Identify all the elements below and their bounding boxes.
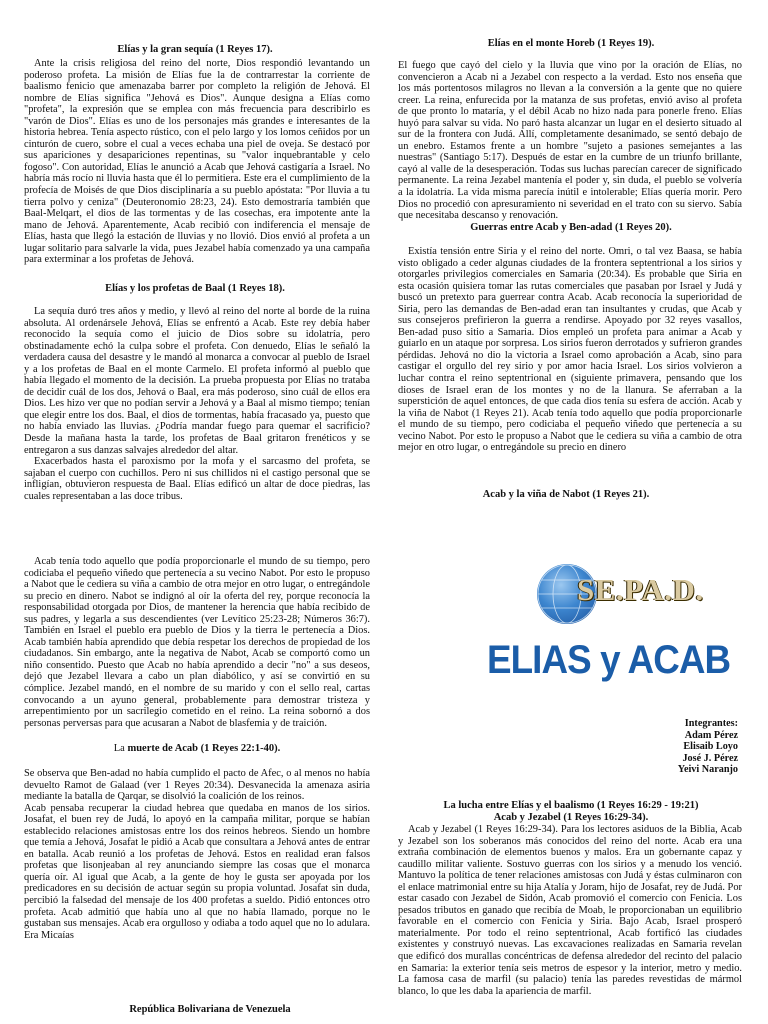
paragraph: Existía tensión entre Siria y el reino del norte. Omri, o tal vez Baasa, se había visto obligado a ceder algunas ciudades de la frontera septentrional a los sirios y otorgarles privilegios comerciales en Samaria (20:34). Es probable que Siria en esta ocasión quisiera tomar las rutas comerciales que pasaban por Israel y Judá y buscó un pretexto para guerrear contra Acab. Acab reconocía la superioridad de Siria, pero las demandas de Ben-adad eran tan insultantes y crudas, que Acab y sus consejeros prefirieron la guerra a rendirse. Apoyado por 32 reyes vasallos, Ben-adad puso sitio a Samaria. Dios empleó un profeta para animar a Acab y guiarlo en un ataque por sorpresa. Los sirios fueron derrotados y sufrieron grandes pérdidas. Jehová no dio la victoria a Israel como aprobación a Acab, sino para castigar el orgullo del rey sirio y por amor hacia Israel. Los sirios volvieron a luchar contra el reino septentrional en (siguiente primavera, pensando que los dioses de Israel eran de los montes y no de la llanura. Se aferraban a la superstición de aquel entonces, de que cada dios tenía su esfera de acción. Acab y la viña de Nabot (1 Reyes 21). Acab tenía todo aquello que podía proporcionarle el mundo de su tiempo, pero codiciaba el pequeño viñedo que pertenecía a su vecino Nabot. Por esto le propuso a Nabot que le cediera su viña a cambio de otra mejor en otro lugar, o entregándole su precio en dinero [398,246,742,454]
paragraph: Acab pensaba recuperar la ciudad hebrea que quedaba en manos de los sirios. Josafat, el buen rey de Judá, lo apoyó en la campaña militar, porque se habían establecido relaciones amistosas entre los dos reinos hebreos. Siendo un hombre que temía a Jehová, Josafat le pidió a Acab que consultara a Jehová antes de entrar en batalla. Acab reunió a los profetas de Jehová. Estos en realidad eran falsos profetas que lisonjeaban al rey anunciando siempre las cosas que el monarca quería oír. Al igual que Acab, a la gente de hoy le gusta ser apoyada por los predicadores en su decisión de actuar según su propia voluntad. Josafat sin duda, percibió la falsedad del mensaje de los 400 profetas a sueldo. Pidió entonces otro profeta. Acab admitió que había uno al que no había llamado, porque no le gustaban sus mensajes. Acab era orgulloso y odiaba a todo aquel que no lo adulara. Era Micaías [24,802,370,941]
team-label: Integrantes: [684,718,738,729]
section-muerte-acab [24,768,370,941]
paragraph: Ante la crisis religiosa del reino del norte, Dios respondió levantando un poderoso profeta. La misión de Elías fue la de contrarrestar la corriente de baalismo fenicio que amenazaba barrer por completo la religión de Jehová. El nombre de Elías significa "Jehová es Dios". Aunque designa a Elías como "profeta", la expresión que se emplea con más frecuencia para describirlo es "varón de Dios". Elías es uno de los personajes más grandes e interesantes de la historia hebrea. Tenía aspecto rústico, con el pelo largo y los lomos ceñidos por un cinturón de cuero, sobre el cual a veces echaba una piel de oveja. Se destacó por sus apariciones y desapariciones repentinas, su "valor inquebrantable y celo fogoso". Con autoridad, Elías le anunció a Acab que Jehová castigaría a Israel. No habría más rocío ni lluvia hasta que él lo permitiera. Este era el cumplimiento de la profecía de Moisés de que Dios disciplinaría a su pueblo apóstata: "Por lluvia a tu tierra polvo y ceniza" (Deuteronomio 28:23, 24). Esto demostraría también que Baal-Melqart, el dios de las tormentas y de las cosechas, era impotente ante la mano de Jehová. Aparentemente, Acab recibió con indiferencia el mensaje de Elías, hasta que llegó la estación de lluvias y no llovió. Dios envió al profeta a un lugar solitario para salvarle la vida, pues Jezabel había comenzado ya una campaña para exterminar a los profetas de Jehová. [24,58,370,266]
heading-prefix: La [113,743,128,754]
team-member: Elisaib Loyo [683,741,738,752]
section-acab-jezabel [398,824,742,997]
heading-text: muerte de Acab (1 Reyes 22:1-40). [127,743,281,754]
team-members [560,718,738,776]
logo-title: ELIAS y ACAB [487,638,731,682]
heading-lucha-baalismo: La lucha entre Elías y el baalismo (1 Reyes 16:29 - 19:21) [443,800,699,811]
heading-muerte-acab [24,743,370,754]
logo [485,556,731,701]
paragraph: Exacerbados hasta el paroxismo por la mofa y el sarcasmo del profeta, se sajaban el cuerpo con cuchillos. Pero ni sus chillidos ni el castigo personal que se infligían, obtuvieron respuesta de Baal. Elías edificó un altar de doce piedras, las cuales representaban a las doce tribus. [24,456,370,502]
team-member: José J. Pérez [682,752,738,764]
paragraph: Se observa que Ben-adad no había cumplido el pacto de Afec, o al menos no había devuelto Ramot de Galaad (ver 1 Reyes 20:34). Desvanecida la amenaza asiria mediante la batalla de Qarqar, se disolvió la coalición de los reinos. [24,768,370,803]
paragraph: Acab tenía todo aquello que podía proporcionarle el mundo de su tiempo, pero codiciaba el pequeño viñedo que pertenecía a su vecino Nabot. Por esto le propuso a Nabot que le cediera su viña a cambio de otra mejor en otro lugar, o entregándole su precio en dinero. Nabot se indignó al oír la oferta del rey, porque reconocía la responsabilidad otorgada por Dios, de mantener la herencia que había recibido de sus padres, y legarla a sus descendientes (ver Levítico 25:23-28; Números 36:7). También en Israel el pueblo era pueblo de Dios y la tierra le pertenecía a Dios. Acab también había aprendido que debía respetar los derechos de propiedad de los ciudadanos. Sin embargo, ante la negativa de Nabot, Acab se comportó como un niño consentido. Puesto que Acab no había aprendido a decir "no" a sus deseos, dejó que Jezabel llevara a cabo un plan diabólico, y así se convirtió en su cómplice. Jezabel mandó, en el nombre de su marido y con el sello real, cartas convocando a un ayuno general, probablemente para demostrar tristeza y arrepentimiento por un sacrilegio cometido en el reino. La reina sobornó a dos personas perversas para que acusaran a Nabot de blasfemia y de traición. [24,556,370,729]
section-profetas-baal [24,306,370,502]
paragraph: El fuego que cayó del cielo y la lluvia que vino por la oración de Elías, no convencieron a Acab ni a Jezabel con respecto a la verdad. Esto nos enseña que los más portentosos milagros no llevan a la conversión a la gente que no quiere creer. La reina, enfurecida por la matanza de sus profetas, envió aviso al profeta de que pronto lo mataría, y el débil Acab no hizo nada para ponerle freno. Elías huyó para salvar su vida. No paró hasta alcanzar un lugar en el desierto situado al sur de la frontera con Judá. Allí, completamente desanimado, se sentó debajo de un enebro. Estamos frente a un hombre "sujeto a pasiones semejantes a las nuestras" (Santiago 5:17). Después de estar en la cumbre de un triunfo brillante, cayó al valle de la desesperación. Todas sus luchas parecían carecer de significado permanente. La reina Jezabel mantenía el poder y, sin duda, el pueblo se volvería a la idolatría. La vida misma parecía inútil e intolerable; Elías quería morir. Pero Dios no procedió con apresuramiento ni severidad en el trato con su siervo. Sabía que necesitaba descanso y renovación. [398,60,742,222]
section-guerras [398,246,742,454]
team-member: Adam Pérez [684,729,738,741]
team-member: Yeivi Naranjo [677,764,738,775]
section-vina-nabot [24,556,370,729]
heading-vina-nabot: Acab y la viña de Nabot (1 Reyes 21). [482,489,650,500]
paragraph: Acab y Jezabel (1 Reyes 16:29-34). Para los lectores asiduos de la Biblia, Acab y Jezabel son los soberanos más conocidos del reino del norte. Acab era una extraña combinación de elementos buenos y malos. Era un gobernante capaz y caudillo militar valiente. Sostuvo guerras con los sirios y a menudo los venció. Mantuvo la política de tener relaciones amistosas con Judá y éstas culminaron con el enlace matrimonial entre su hija Atalía y Joram, hijo de Josafat, rey de Judá. Por estar casado con Jezabel de Sidón, Acab promovió el comercio con Fenicia. Los pesados tributos en ganado que recibía de Moab, le proporcionaban un equilibrio favorable en el comercio con Fenicia y Siria. Bajo Acab, Israel prosperó materialmente. Por todo el reino septentrional, Acab fortificó las ciudades existentes y construyó nuevas. Las excavaciones realizadas en Samaria revelan que edificó dos murallas concéntricas de defensa alrededor del recinto del palacio en Samaria: la exterior tenía seis metros de espesor y la interior, metro y medio. La famosa casa de marfil (su palacio) tenía las paredes revestidas de mármol blanco, lo que les daba la apariencia de marfil. [398,824,742,997]
footer-republica: República Bolivariana de Venezuela [129,1004,291,1015]
heading-gran-sequia: Elías y la gran sequía (1 Reyes 17). [117,44,273,55]
heading-monte-horeb: Elías en el monte Horeb (1 Reyes 19). [487,38,655,49]
section-gran-sequia [24,58,370,266]
logo-sepad: SE.PA.D. [577,572,704,607]
heading-guerras: Guerras entre Acab y Ben-adad (1 Reyes 20). [470,222,672,233]
heading-profetas-baal: Elías y los profetas de Baal (1 Reyes 18). [105,283,285,294]
section-monte-horeb [398,60,742,222]
paragraph: La sequía duró tres años y medio, y llevó al reino del norte al borde de la ruina absoluta. Al ordenársele Jehová, Elías se enfrentó a Acab. Este rey debía haber reconocido la sequía como el juicio de Dios sobre su idolatría, pero obstinadamente echó la culpa sobre el profeta. Con denuedo, Elías le señaló la verdadera causa del desastre y le mandó al monarca a convocar al pueblo de Israel y a los profetas de Baal en el monte Carmelo. El profeta informó al pueblo que había llegado el momento de la decisión. La prueba propuesta por Elías no trataba de decidir cuál de los dos, Jehová o Baal, era más poderoso, sino cuál de ellos era Dios. Les hizo ver que no podían servir a Jehová y a Baal al mismo tiempo; tenían que elegir entre los dos. Baal, el dios de tormentas, había fracasado ya, puesto que no había enviado las lluvias. ¿Podría mandar fuego para quemar el sacrificio? Desde la mañana hasta la tarde, los profetas de Baal gritaron frenéticos y se entregaron a sus danzas salvajes alrededor del altar. [24,306,370,456]
heading-acab-jezabel: Acab y Jezabel (1 Reyes 16:29-34). [493,812,649,823]
